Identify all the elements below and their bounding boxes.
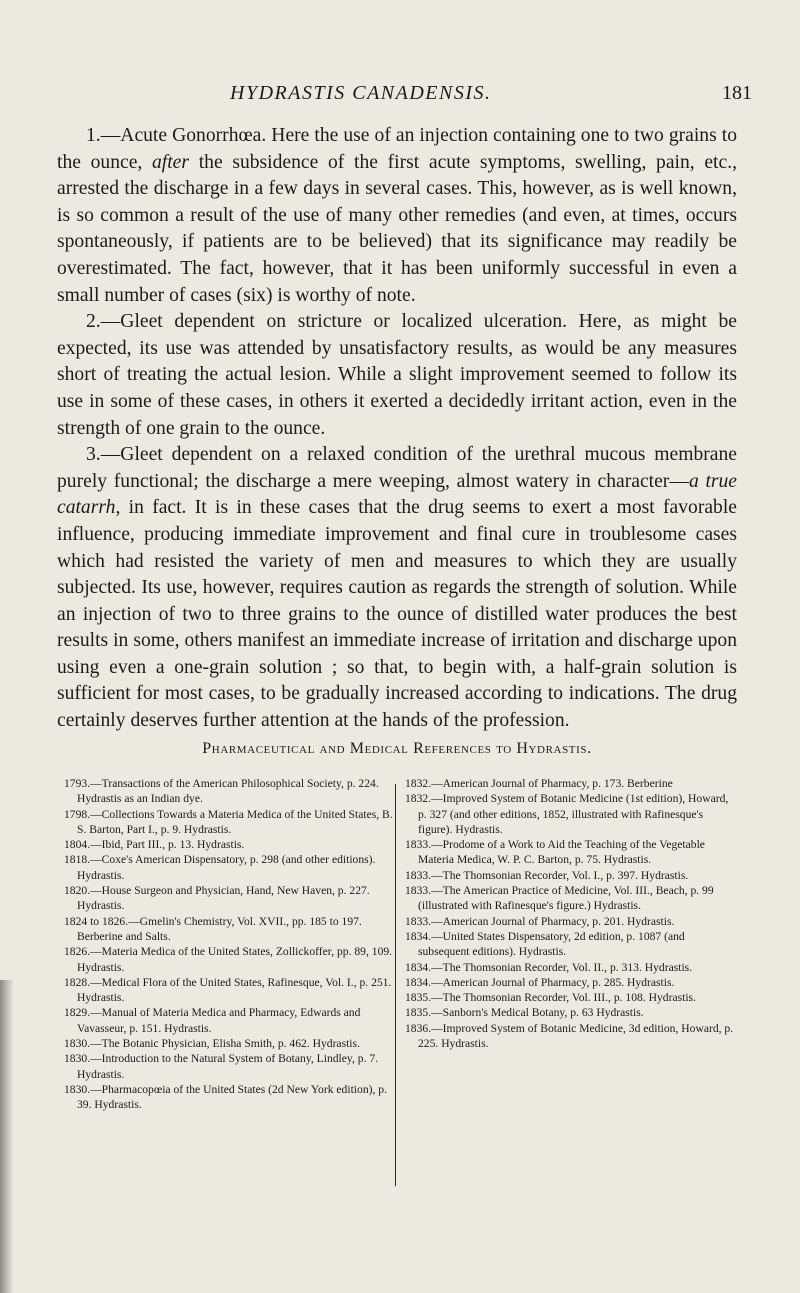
reference-item: 1818.—Coxe's American Dispensatory, p. 298 (and other editions). Hydrastis. xyxy=(64,853,376,882)
reference-item: 1832.—American Journal of Pharmacy, p. 173. Berberine xyxy=(405,777,673,790)
reference-item: 1834.—American Journal of Pharmacy, p. 285. Hydrastis. xyxy=(405,975,675,989)
paragraph-1 xyxy=(57,123,737,309)
reference-item: 1833.—The Thomsonian Recorder, Vol. I., p. 397. Hydrastis. xyxy=(405,868,689,882)
reference-item: 1835.—The Thomsonian Recorder, Vol. III., p. 108. Hydrastis. xyxy=(405,991,696,1005)
body-text xyxy=(57,123,737,735)
column-divider xyxy=(395,784,396,1186)
references-title: Pharmaceutical and Medical References to Hydrastis. xyxy=(202,740,592,757)
paragraph-1-emphasis: after xyxy=(152,151,190,173)
page-edge-shadow xyxy=(0,980,14,1293)
reference-item: 1832.—Improved System of Botanic Medicine (1st edition), Howard, p. 327 (and other editions, 1852, illustrated with Rafinesque's figure). Hydrastis. xyxy=(405,792,729,836)
reference-item: 1820.—House Surgeon and Physician, Hand, New Haven, p. 227. Hydrastis. xyxy=(64,884,370,913)
paragraph-3-text-b: , in fact. It is in these cases that the drug seems to exert a most favorable influence, producing immediate improvement and final cure in troublesome cases which had resisted the variety of men and measures to which they are usually subjected. Its use, however, requires caution as regards the strength of solution. While an injection of two to three grains to the ounce of distilled water produces the best results in some, others manifest an immediate increase of irritation and discharge upon using even a one-grain solution ; so that, to begin with, a half-grain solution is sufficient for most cases, to be gradually increased according to indications. The drug certainly deserves further attention at the hands of the profession. xyxy=(57,497,737,732)
paragraph-1-text-b: the subsidence of the first acute symptoms, swelling, pain, etc., arrested the discharge in a few days in several cases. This, however, as is well known, is so common a result of the use of many other remedies (and even, at times, occurs spontaneously, if patients are to be believed) that its significance may readily be overestimated. The fact, however, that it has been uniformly successful in even a small number of cases (six) is worthy of note. xyxy=(57,151,737,306)
reference-item: 1793.—Transactions of the American Philosophical Society, p. 224. Hydrastis as an Indian dye. xyxy=(64,777,379,806)
references-right-column xyxy=(405,776,735,1051)
reference-item: 1833.—The American Practice of Medicine, Vol. III., Beach, p. 99 (illustrated with Rafinesque's figure.) Hydrastis. xyxy=(405,884,714,913)
reference-item: 1835.—Sanborn's Medical Botany, p. 63 Hydrastis. xyxy=(405,1006,644,1020)
reference-item: 1833.—Prodome of a Work to Aid the Teaching of the Vegetable Materia Medica, W. P. C. Barton, p. 75. Hydrastis. xyxy=(405,838,705,867)
paragraph-3-text-a: 3.—Gleet dependent on a relaxed condition of the urethral mucous membrane purely functional; the discharge a mere weeping, almost watery in character— xyxy=(57,444,737,492)
reference-item: 1836.—Improved System of Botanic Medicine, 3d edition, Howard, p. 225. Hydrastis. xyxy=(405,1021,734,1051)
running-title: HYDRASTIS CANADENSIS. xyxy=(230,82,492,104)
paragraph-2: 2.—Gleet dependent on stricture or localized ulceration. Here, as might be expected, its use was attended by unsatisfactory results, as would be any measures short of treating the actual lesion. While a slight improvement seemed to follow its use in some of these cases, in others it exerted a decidedly irritant action, even in the strength of one grain to the ounce. xyxy=(57,311,737,439)
reference-item: 1829.—Manual of Materia Medica and Pharmacy, Edwards and Vavasseur, p. 151. Hydrastis. xyxy=(64,1006,361,1035)
reference-item: 1830.—Introduction to the Natural System of Botany, Lindley, p. 7. Hydrastis. xyxy=(64,1052,379,1081)
page-header xyxy=(0,82,800,112)
references-left-column xyxy=(64,776,394,1113)
reference-item: 1798.—Collections Towards a Materia Medica of the United States, B. S. Barton, Part I., p. 9. Hydrastis. xyxy=(64,807,393,836)
reference-item: 1828.—Medical Flora of the United States, Rafinesque, Vol. I., p. 251. Hydrastis. xyxy=(64,975,392,1005)
reference-item: 1833.—American Journal of Pharmacy, p. 201. Hydrastis. xyxy=(405,914,675,928)
reference-item: 1824 to 1826.—Gmelin's Chemistry, Vol. XVII., pp. 185 to 197. Berberine and Salts. xyxy=(64,914,362,943)
reference-item: 1804.—Ibid, Part III., p. 13. Hydrastis. xyxy=(64,838,245,852)
reference-item: 1834.—The Thomsonian Recorder, Vol. II., p. 313. Hydrastis. xyxy=(405,960,693,974)
paragraph-1-text-a: 1.—Acute Gonorrhœa. Here the use of an injection containing one to two grains to the ounce, xyxy=(57,125,737,173)
paragraph-3-emphasis: a true catarrh xyxy=(57,470,738,519)
paragraph-3 xyxy=(57,442,737,735)
reference-item: 1830.—The Botanic Physician, Elisha Smith, p. 462. Hydrastis. xyxy=(64,1037,360,1051)
reference-item: 1826.—Materia Medica of the United States, Zollickoffer, pp. 89, 109. Hydrastis. xyxy=(64,945,393,974)
reference-item: 1834.—United States Dispensatory, 2d edition, p. 1087 (and subsequent editions). Hydrastis. xyxy=(405,929,685,959)
reference-item: 1830.—Pharmacopœia of the United States (2d New York edition), p. 39. Hydrastis. xyxy=(64,1082,387,1112)
page-number: 181 xyxy=(722,82,752,104)
